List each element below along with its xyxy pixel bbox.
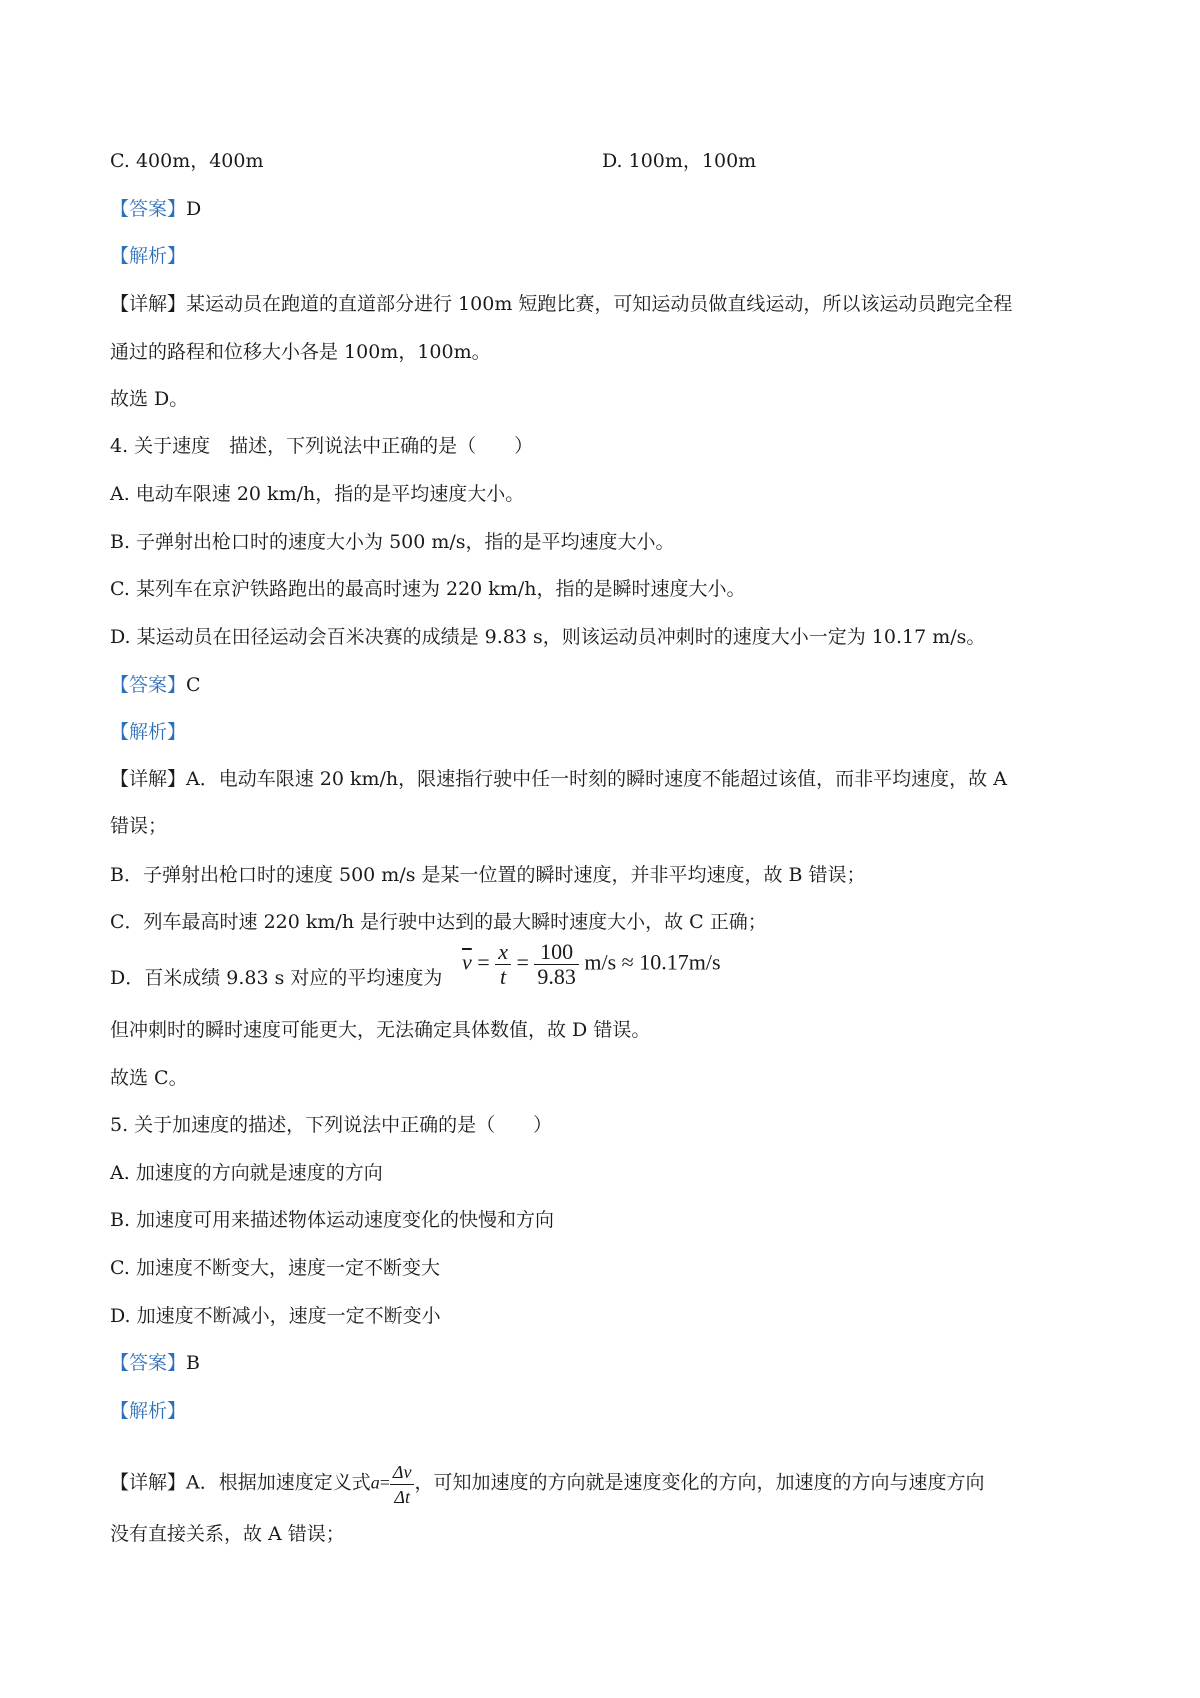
answer-value: C bbox=[186, 674, 201, 696]
answer-value: D bbox=[186, 198, 202, 220]
formula-fraction-100-over-983 bbox=[534, 940, 579, 989]
q4-option-c: C. 某列车在京沪铁路跑出的最高时速为 220 km/h，指的是瞬时速度大小。 bbox=[110, 578, 746, 600]
q4-option-a: A. 电动车限速 20 km/h，指的是平均速度大小。 bbox=[110, 483, 525, 505]
detail-text: 某运动员在跑道的直道部分进行 100m 短跑比赛，可知运动员做直线运动，所以该运动员跑完全程 bbox=[186, 293, 1013, 315]
fraction-numerator: 100 bbox=[534, 940, 579, 965]
q5-option-a: A. 加速度的方向就是速度的方向 bbox=[110, 1162, 383, 1184]
acceleration-formula: a= $\frac{\Delta v}{\Delta t}$ bbox=[371, 1460, 415, 1509]
q3-answer bbox=[110, 196, 201, 222]
fraction-numerator: x bbox=[495, 940, 511, 965]
average-velocity-formula: $\overline{v}$ = $\frac{x}{t}$ = $\frac{100}{9.83}$ m/s ≈ 10.17m/s bbox=[462, 939, 721, 989]
q4-analysis-tag bbox=[110, 719, 186, 745]
q3-detail-2: 通过的路程和位移大小各是 100m，100m。 bbox=[110, 341, 491, 363]
q4-detail-b: B．子弹射出枪口时的速度 500 m/s 是某一位置的瞬时速度，并非平均速度，故 B 错误； bbox=[110, 864, 866, 886]
q3-conclusion: 故选 D。 bbox=[110, 388, 189, 410]
detail-text-suffix: ，可知加速度的方向就是速度变化的方向，加速度的方向与速度方向 bbox=[414, 1471, 985, 1494]
formula-fraction-x-over-t bbox=[495, 940, 511, 989]
fraction-denominator: Δt bbox=[394, 1487, 410, 1507]
q5-detail-a2: 没有直接关系，故 A 错误； bbox=[110, 1523, 345, 1545]
q5-option-c: C. 加速度不断变大，速度一定不断变大 bbox=[110, 1257, 440, 1279]
q5-question: 5. 关于加速度的描述，下列说法中正确的是（ ） bbox=[110, 1114, 553, 1136]
answer-tag: 【答案】 bbox=[110, 198, 187, 220]
q4-option-d: D. 某运动员在田径运动会百米决赛的成绩是 9.83 s，则该运动员冲刺时的速度大小一定为 10.17 m/s。 bbox=[110, 626, 986, 648]
q4-detail-d-prefix: D．百米成绩 9.83 s 对应的平均速度为 bbox=[110, 967, 443, 989]
detail-tag: 【详解】 bbox=[110, 293, 187, 315]
detail-tag: 【详解】 bbox=[110, 1471, 187, 1494]
formula-fraction-dv-over-dt bbox=[390, 1460, 415, 1509]
q3-detail-1 bbox=[110, 291, 1012, 317]
q4-question: 4. 关于速度 描述，下列说法中正确的是（ ） bbox=[110, 435, 534, 457]
formula-a: a bbox=[370, 1472, 380, 1493]
answer-tag: 【答案】 bbox=[110, 1352, 187, 1374]
q4-option-b: B. 子弹射出枪口时的速度大小为 500 m/s，指的是平均速度大小。 bbox=[110, 531, 675, 553]
formula-result: m/s ≈ 10.17m/s bbox=[584, 949, 721, 975]
detail-tag: 【详解】 bbox=[110, 768, 187, 790]
q4-detail-a1 bbox=[110, 766, 1007, 792]
q3-analysis-tag bbox=[110, 243, 186, 269]
q5-option-b: B. 加速度可用来描述物体运动速度变化的快慢和方向 bbox=[110, 1209, 555, 1231]
q5-option-d: D. 加速度不断减小，速度一定不断变小 bbox=[110, 1305, 441, 1327]
q3-option-c: C. 400m，400m bbox=[110, 150, 264, 172]
analysis-tag: 【解析】 bbox=[110, 721, 187, 743]
analysis-tag: 【解析】 bbox=[110, 245, 187, 267]
q4-conclusion: 故选 C。 bbox=[110, 1067, 188, 1089]
q4-detail-c: C．列车最高时速 220 km/h 是行驶中达到的最大瞬时速度大小，故 C 正确； bbox=[110, 911, 767, 933]
fraction-denominator: 9.83 bbox=[537, 964, 576, 989]
q4-answer bbox=[110, 672, 201, 698]
q5-answer bbox=[110, 1350, 200, 1376]
fraction-numerator: Δv bbox=[390, 1460, 415, 1485]
analysis-tag: 【解析】 bbox=[110, 1400, 187, 1422]
detail-text: A．根据加速度定义式 bbox=[186, 1471, 371, 1494]
formula-v-bar: $\overline{v}$ bbox=[462, 949, 472, 975]
q5-detail-a1 bbox=[110, 1460, 984, 1509]
q5-analysis-tag bbox=[110, 1398, 186, 1424]
q3-option-d: D. 100m，100m bbox=[602, 150, 757, 172]
q4-detail-a2: 错误； bbox=[110, 815, 168, 837]
answer-tag: 【答案】 bbox=[110, 674, 187, 696]
fraction-denominator: t bbox=[500, 964, 507, 989]
answer-value: B bbox=[186, 1352, 200, 1374]
q4-detail-d2: 但冲刺时的瞬时速度可能更大，无法确定具体数值，故 D 错误。 bbox=[110, 1019, 651, 1041]
detail-text: A．电动车限速 20 km/h，限速指行驶中任一时刻的瞬时速度不能超过该值，而非平均速度，故 A bbox=[186, 768, 1007, 790]
